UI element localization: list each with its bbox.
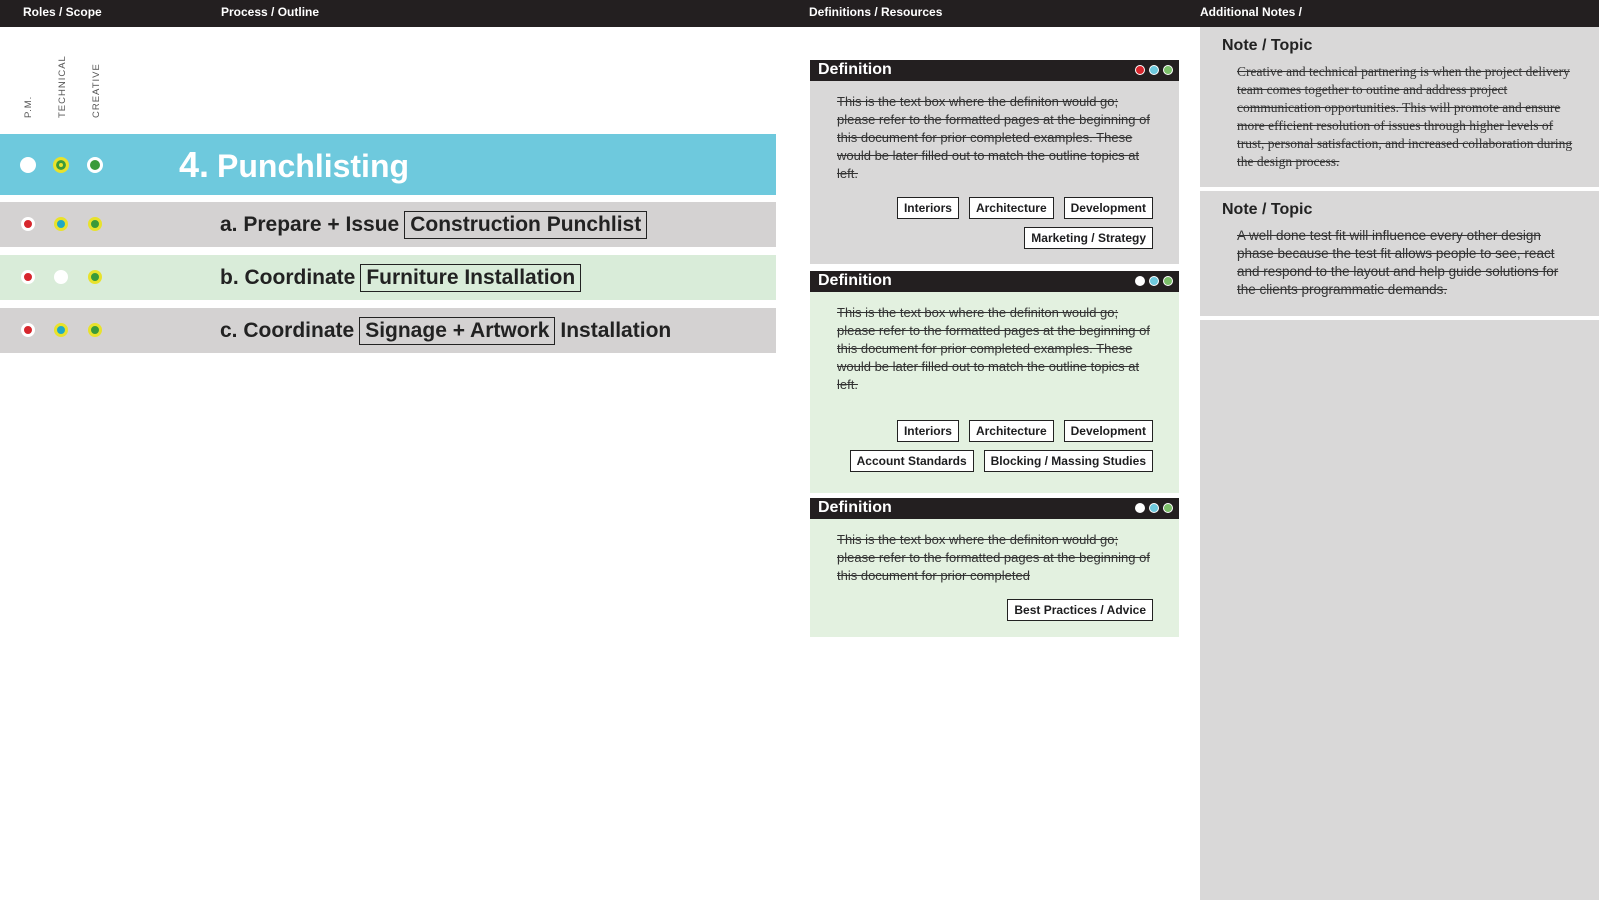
header-additional-notes: Additional Notes / [1200,5,1302,19]
definition-body [810,292,1179,493]
tag-interiors[interactable]: Interiors [897,197,959,219]
role-label-pm: P.M. [23,95,34,118]
process-item-link[interactable]: Signage + Artwork [359,317,555,345]
role-dots [1135,65,1173,75]
role-dots [1135,276,1173,286]
tag-blocking-massing[interactable]: Blocking / Massing Studies [984,450,1153,472]
tag-development[interactable]: Development [1064,420,1153,442]
header-bar [0,0,1599,27]
definition-body [810,81,1179,264]
process-item-suffix: Installation [560,319,672,342]
pm-dot-icon [1135,276,1145,286]
process-row-a[interactable] [0,202,776,247]
process-main-number: 4. [179,144,210,185]
definition-title: Definition [818,61,892,78]
technical-indicator [54,217,68,231]
process-item-c [220,317,671,345]
note-text: Creative and technical partnering is when the project delivery team comes together to outine and address project communication opportunities. This will promote and ensure more efficient resolution of issues through higher levels of trust, personal satisfaction, and increased collaboration during the design process. [1237,64,1573,169]
definition-text: This is the text box where the definiton would go; please refer to the formatted pages at the beginning of this document for prior completed [837,532,1150,583]
tag-architecture[interactable]: Architecture [969,197,1054,219]
tag-list [837,599,1153,621]
pm-dot-icon [1135,503,1145,513]
process-item-b [220,264,586,292]
technical-indicator [53,157,69,173]
technical-indicator [54,323,68,337]
tag-interiors[interactable]: Interiors [897,420,959,442]
pm-indicator [21,270,35,284]
creative-dot-icon [1163,503,1173,513]
process-main-title [179,144,409,186]
creative-dot-icon [1163,276,1173,286]
note-2 [1200,191,1599,309]
role-dots [1135,503,1173,513]
process-item-prefix: b. Coordinate [220,266,356,289]
process-main-row[interactable] [0,134,776,195]
process-item-a [220,211,652,239]
tag-list [837,197,1153,249]
definition-card-3 [810,498,1179,637]
definition-card-2 [810,271,1179,493]
tag-development[interactable]: Development [1064,197,1153,219]
technical-dot-icon [1149,276,1159,286]
creative-indicator [88,323,102,337]
definition-body [810,519,1179,637]
pm-dot-icon [1135,65,1145,75]
note-title: Note / Topic [1222,37,1313,54]
tag-marketing-strategy[interactable]: Marketing / Strategy [1024,227,1153,249]
definition-text: This is the text box where the definiton would go; please refer to the formatted pages at the beginning of this document for prior completed examples. These would be later filled out to match the outline topics at left. [837,305,1150,392]
definition-header [810,60,1179,81]
pm-indicator [21,323,35,337]
note-text: A well done test fit will influence every other design phase because the test fit allows people to see, react and respond to the layout and help guide solutions for the clients programmatic demands. [1237,228,1559,297]
note-divider [1200,316,1599,320]
process-item-link[interactable]: Furniture Installation [360,264,581,292]
creative-dot-icon [1163,65,1173,75]
definition-card-1 [810,60,1179,264]
process-main-label: Punchlisting [217,148,410,184]
technical-dot-icon [1149,65,1159,75]
header-roles-scope: Roles / Scope [23,5,102,19]
header-definitions-resources: Definitions / Resources [809,5,943,19]
tag-account-standards[interactable]: Account Standards [850,450,974,472]
creative-indicator [87,157,103,173]
role-label-creative: CREATIVE [91,63,102,118]
technical-indicator [54,270,68,284]
process-row-b[interactable] [0,255,776,300]
definition-header [810,271,1179,292]
note-title: Note / Topic [1222,201,1313,218]
role-label-technical: TECHNICAL [57,55,68,118]
technical-dot-icon [1149,503,1159,513]
definition-header [810,498,1179,519]
process-row-c[interactable] [0,308,776,353]
definition-title: Definition [818,272,892,289]
process-item-prefix: c. Coordinate [220,319,355,342]
tag-best-practices[interactable]: Best Practices / Advice [1007,599,1153,621]
process-item-prefix: a. Prepare + Issue [220,213,400,236]
tag-list [837,420,1153,472]
header-process-outline: Process / Outline [221,5,320,19]
definition-text: This is the text box where the definiton would go; please refer to the formatted pages at the beginning of this document for prior completed examples. These would be later filled out to match the outline topics at left. [837,94,1150,181]
tag-architecture[interactable]: Architecture [969,420,1054,442]
note-1 [1200,27,1599,181]
pm-indicator [20,157,36,173]
definition-title: Definition [818,499,892,516]
pm-indicator [21,217,35,231]
notes-panel [1200,27,1599,900]
creative-indicator [88,270,102,284]
creative-indicator [88,217,102,231]
process-item-link[interactable]: Construction Punchlist [404,211,647,239]
